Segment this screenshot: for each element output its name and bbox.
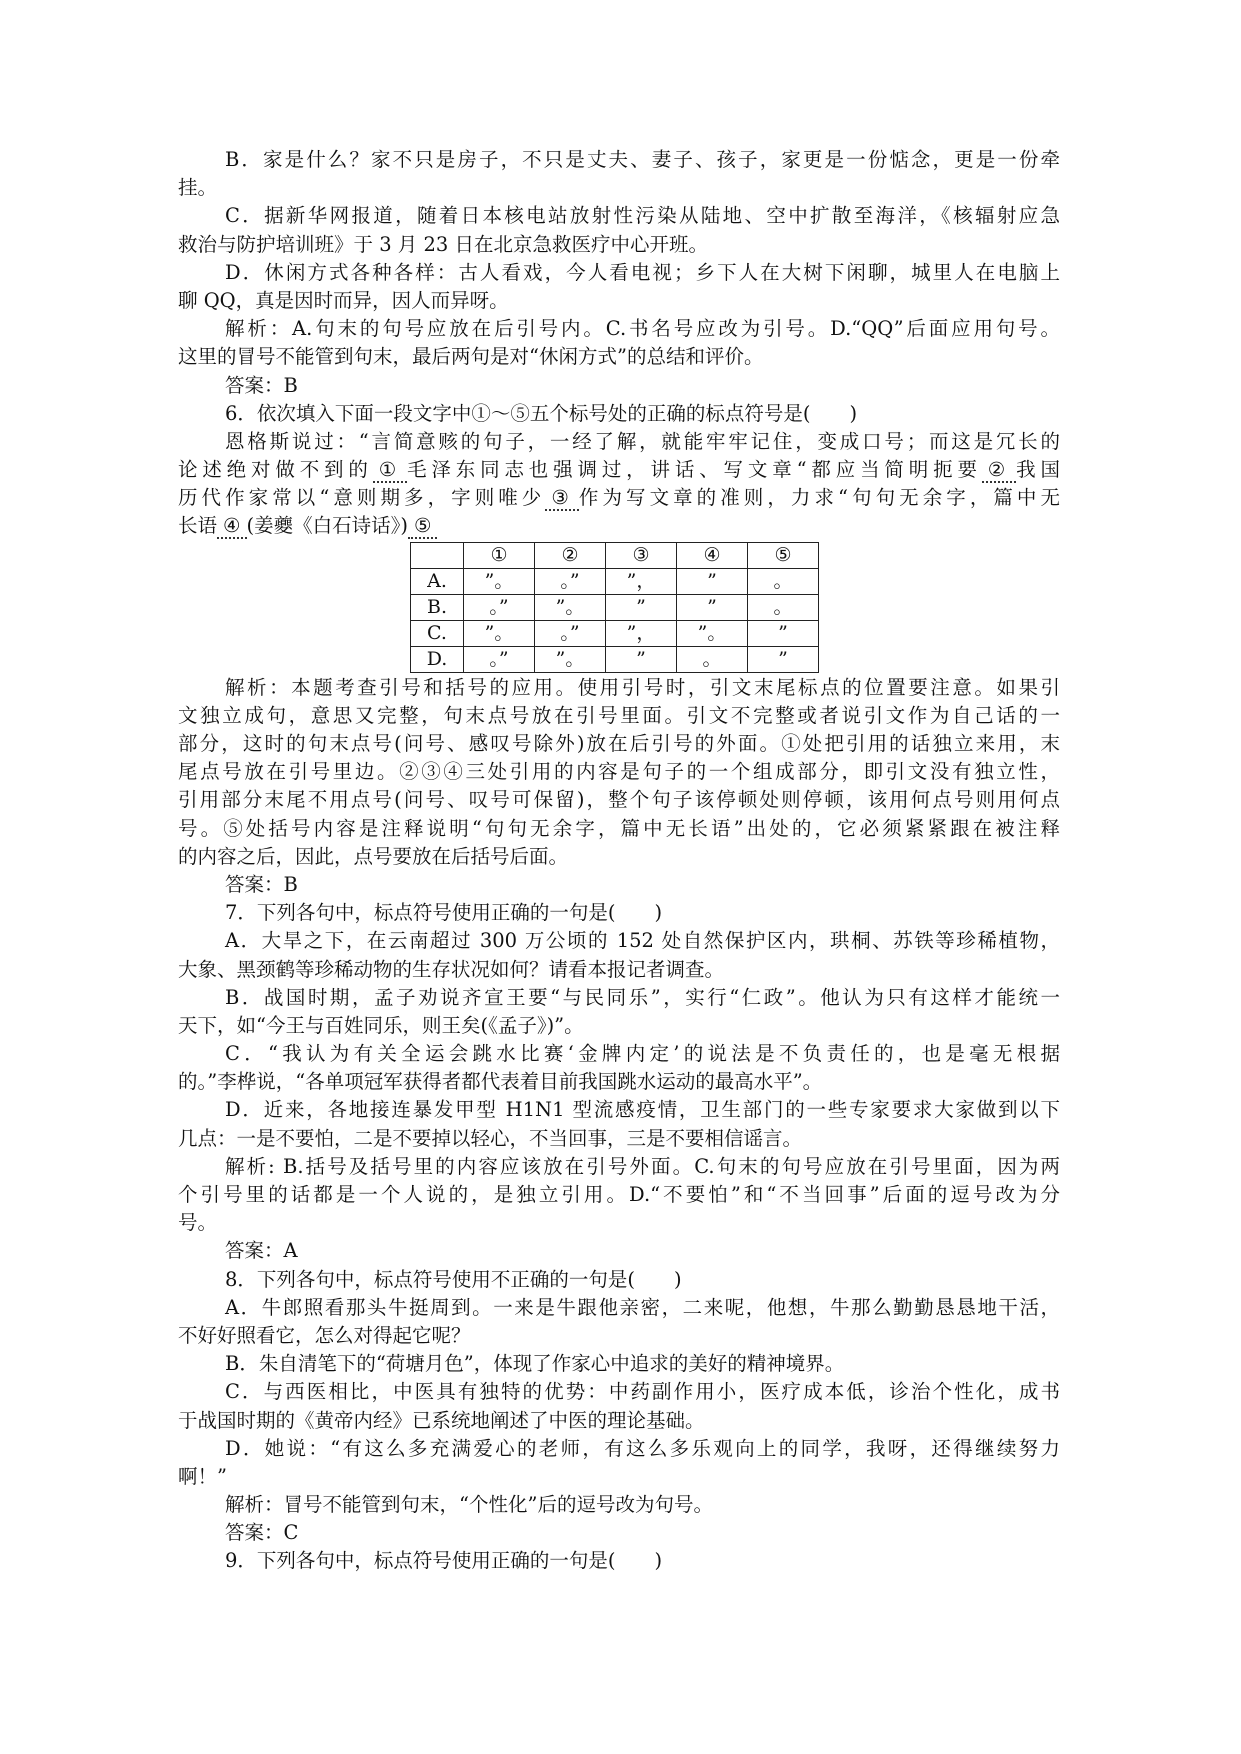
text-line: D．她说：“有这么多充满爱心的老师，有这么多乐观向上的同学，我呀，还得继续努力 xyxy=(225,1436,1060,1460)
table-cell: 。” xyxy=(535,620,606,646)
text-line: C．据新华网报道，随着日本核电站放射性污染从陆地、空中扩散至海洋，《核辐射应急 xyxy=(225,204,1060,228)
table-cell: ” xyxy=(677,594,748,620)
text-line: 答案：C xyxy=(225,1521,299,1545)
text-line: 答案：A xyxy=(225,1239,298,1263)
text-line: B．战国时期，孟子劝说齐宣王要“与民同乐”，实行“仁政”。他认为只有这样才能统一 xyxy=(225,985,1060,1009)
text-line: 大象、黑颈鹤等珍稀动物的生存状况如何？请看本报记者调查。 xyxy=(178,957,725,981)
text-line: 6．依次填入下面一段文字中①～⑤五个标号处的正确的标点符号是( ) xyxy=(225,401,858,425)
table-cell: ” xyxy=(677,568,748,594)
text-line: 不好好照看它，怎么对得起它呢？ xyxy=(178,1323,471,1347)
table-cell xyxy=(411,542,464,568)
blank-marker: ④ xyxy=(217,514,246,539)
text-line: 解析：本题考查引号和括号的应用。使用引号时，引文末尾标点的位置要注意。如果引 xyxy=(225,675,1060,699)
table-cell: D. xyxy=(411,646,464,672)
table-header-row xyxy=(411,542,819,568)
text-line: C．与西医相比，中医具有独特的优势：中药副作用小，医疗成本低，诊治个性化，成书 xyxy=(225,1380,1060,1404)
text-block-top xyxy=(178,146,1060,456)
blank-marker: ① xyxy=(373,458,407,483)
table-cell: ”。 xyxy=(535,646,606,672)
text-line: B．家是什么？家不只是房子，不只是丈夫、妻子、孩子，家更是一份惦念，更是一份牵 xyxy=(225,148,1060,171)
text-line: 恩格斯说过：“言简意赅的句子，一经了解，就能牢牢记住，变成口号；而这是冗长的 xyxy=(225,429,1060,453)
table-cell: 。 xyxy=(748,594,819,620)
table-cell: ”， xyxy=(606,620,677,646)
text-line: B．朱自清笔下的“荷塘月色”，体现了作家心中追求的美好的精神境界。 xyxy=(225,1352,845,1376)
text-line: 引用部分末尾不用点号(问号、叹号可保留)，整个句子该停顿处则停顿，该用何点号则用何点 xyxy=(178,788,1060,812)
text-line: 天下，如“今王与百姓同乐，则王矣(《孟子》)”。 xyxy=(178,1013,584,1037)
text-line: 9．下列各句中，标点符号使用正确的一句是( ) xyxy=(225,1549,663,1573)
text-segment: 历代作家常以“意则期多，字则唯少 xyxy=(178,486,546,510)
table-cell: 。” xyxy=(464,646,535,672)
text-line: 尾点号放在引号里边。②③④三处引用的内容是句子的一个组成部分，即引文没有独立性， xyxy=(178,760,1060,784)
table-cell: ”。 xyxy=(677,620,748,646)
quote-block xyxy=(178,456,1060,541)
text-line: 解析: B.括号及括号里的内容应该放在引号外面。C.句末的句号应放在引号里面，因为两 xyxy=(225,1154,1060,1178)
blank-marker: ② xyxy=(982,458,1016,483)
text-segment: 长语 xyxy=(178,514,218,538)
text-line xyxy=(178,512,1060,540)
blank-marker: ③ xyxy=(545,486,579,511)
text-line: D．休闲方式各种各样：古人看戏，今人看电视；乡下人在大树下闲聊，城里人在电脑上 xyxy=(225,260,1060,284)
text-line: 号。 xyxy=(178,1211,218,1235)
text-segment: 我国 xyxy=(1016,458,1060,482)
text-line: D．近来，各地接连暴发甲型 H1N1 型流感疫情，卫生部门的一些专家要求大家做到以下 xyxy=(225,1098,1060,1122)
text-block-bottom xyxy=(178,674,1060,1576)
options-table xyxy=(410,542,819,673)
table-cell: ③ xyxy=(606,542,677,568)
text-segment: 作为写文章的准则，力求“句句无余字，篇中无 xyxy=(578,486,1060,510)
text-line: 号。⑤处括号内容是注释说明“句句无余字，篇中无长语”出处的，它必须紧紧跟在被注释 xyxy=(178,816,1060,840)
table-cell: 。 xyxy=(748,568,819,594)
table-cell: 。” xyxy=(535,568,606,594)
table-cell: ” xyxy=(606,594,677,620)
table-cell: ① xyxy=(464,542,535,568)
text-line xyxy=(178,456,1060,484)
text-line: 的。”李桦说，“各单项冠军获得者都代表着目前我国跳水运动的最高水平”。 xyxy=(178,1070,823,1094)
text-line: 文独立成句，意思又完整，句末点号放在引号里面。引文不完整或者说引文作为自己话的一 xyxy=(178,703,1060,727)
table-cell: 。” xyxy=(464,594,535,620)
text-segment: (姜夔《白石诗话》) xyxy=(246,514,408,538)
document-page xyxy=(178,146,1060,1576)
text-segment: 论述绝对做不到的 xyxy=(178,458,373,482)
text-line: 部分，这时的句末点号(问号、感叹号除外)放在后引号的外面。①处把引用的话独立来用，末 xyxy=(178,732,1060,755)
table-cell: ”。 xyxy=(464,620,535,646)
text-line: C．“我认为有关全运会跳水比赛‘金牌内定’的说法是不负责任的，也是毫无根据 xyxy=(225,1042,1060,1066)
text-segment: 毛泽东同志也强调过，讲话、写文章“都应当简明扼要 xyxy=(407,458,982,482)
text-line: 这里的冒号不能管到句末，最后两句是对“休闲方式”的总结和评价。 xyxy=(178,345,764,369)
text-line: 啊！” xyxy=(178,1464,227,1488)
table-cell: 。 xyxy=(677,646,748,672)
text-line: 答案：B xyxy=(225,373,298,397)
table-cell: ” xyxy=(748,620,819,646)
text-line: A．大旱之下，在云南超过 300 万公顷的 152 处自然保护区内，珙桐、苏铁等珍稀植物， xyxy=(225,929,1060,953)
text-line: 几点：一是不要怕，二是不要掉以轻心，不当回事，三是不要相信谣言。 xyxy=(178,1126,803,1150)
text-line: 解析：A.句末的句号应放在后引号内。C.书名号应改为引号。D.“QQ”后面应用句号。 xyxy=(225,317,1060,341)
table-cell: ” xyxy=(748,646,819,672)
text-line: A．牛郎照看那头牛挺周到。一来是牛跟他亲密，二来呢，他想，牛那么勤勤恳恳地干活， xyxy=(225,1295,1060,1319)
table-cell: ”， xyxy=(606,568,677,594)
text-line: 8．下列各句中，标点符号使用不正确的一句是( ) xyxy=(225,1267,682,1291)
table-cell: ② xyxy=(535,542,606,568)
table-cell: B. xyxy=(411,594,464,620)
table-row xyxy=(411,620,819,646)
table-row xyxy=(411,594,819,620)
text-line: 的内容之后，因此，点号要放在后括号后面。 xyxy=(178,844,569,868)
text-line: 聊 QQ，真是因时而异，因人而异呀。 xyxy=(178,288,509,312)
blank-marker: ⑤ xyxy=(408,514,437,539)
table-cell: ④ xyxy=(677,542,748,568)
table-cell: ”。 xyxy=(464,568,535,594)
text-line: 挂。 xyxy=(178,176,218,200)
text-line xyxy=(178,484,1060,512)
table-row xyxy=(411,646,819,672)
table-cell: A. xyxy=(411,568,464,594)
table-cell: ⑤ xyxy=(748,542,819,568)
text-line: 个引号里的话都是一个人说的，是独立引用。D.“不要怕”和“不当回事”后面的逗号改为分 xyxy=(178,1183,1060,1206)
table-cell: ” xyxy=(606,646,677,672)
text-line: 救治与防护培训班》于 3 月 23 日在北京急救医疗中心开班。 xyxy=(178,232,709,256)
table-cell: ”。 xyxy=(535,594,606,620)
text-line: 于战国时期的《黄帝内经》已系统地阐述了中医的理论基础。 xyxy=(178,1408,705,1432)
table-row xyxy=(411,568,819,594)
text-line: 解析：冒号不能管到句末，“个性化”后的逗号改为句号。 xyxy=(225,1493,713,1517)
table-cell: C. xyxy=(411,620,464,646)
text-line: 答案：B xyxy=(225,872,298,896)
text-line: 7．下列各句中，标点符号使用正确的一句是( ) xyxy=(225,901,663,925)
